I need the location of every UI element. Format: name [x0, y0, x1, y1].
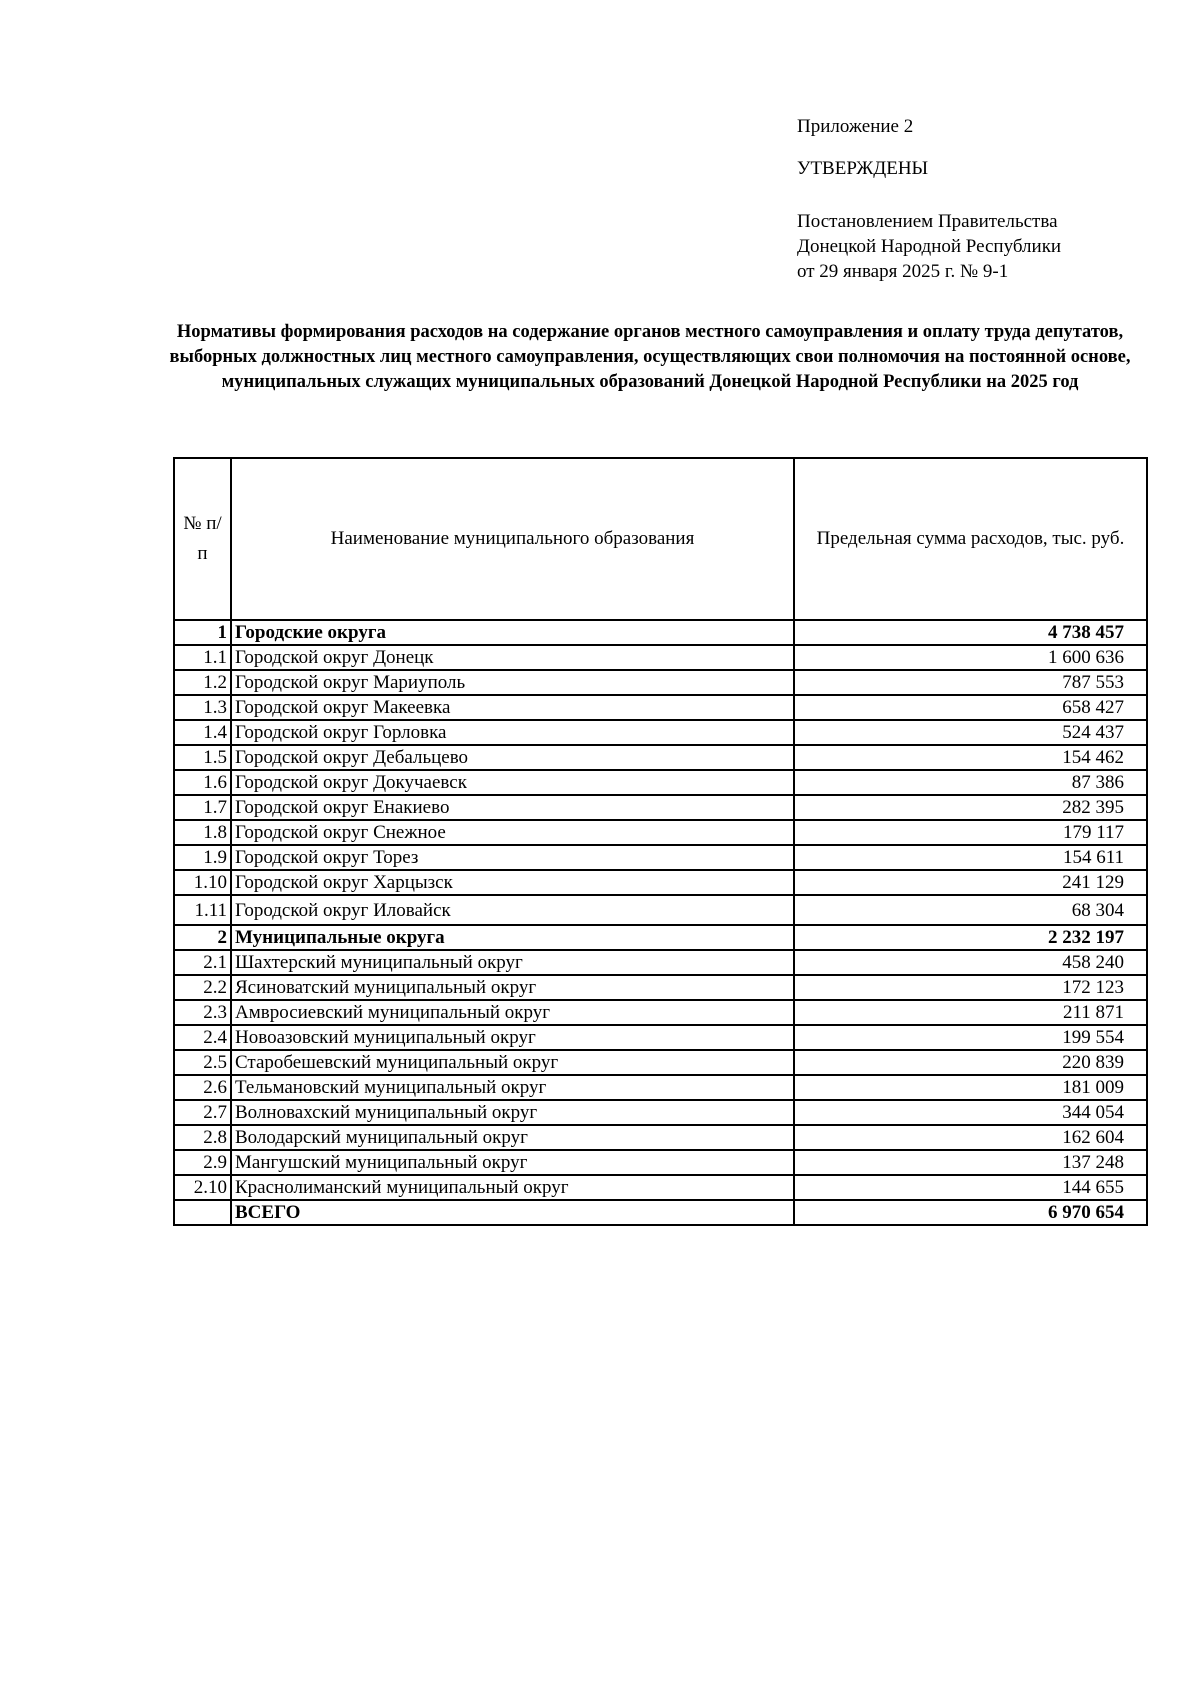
decree-line-1: Постановлением Правительства	[797, 211, 1058, 232]
table-row	[174, 695, 1147, 720]
row-sum: 87 386	[794, 770, 1147, 795]
table-body	[174, 620, 1147, 1225]
table-row	[174, 845, 1147, 870]
row-sum: 220 839	[794, 1050, 1147, 1075]
row-sum: 68 304	[794, 895, 1147, 925]
row-number: 2.1	[174, 950, 231, 975]
row-number: 1.4	[174, 720, 231, 745]
table-row	[174, 1150, 1147, 1175]
decree-line-3: от 29 января 2025 г. № 9-1	[797, 261, 1009, 282]
row-name: Ясиноватский муниципальный округ	[231, 975, 794, 1000]
table-row	[174, 1025, 1147, 1050]
row-name: Городские округа	[231, 620, 794, 645]
row-name: Городской округ Горловка	[231, 720, 794, 745]
row-name: Городской округ Снежное	[231, 820, 794, 845]
row-number: 1.5	[174, 745, 231, 770]
row-sum: 658 427	[794, 695, 1147, 720]
row-name: Городской округ Макеевка	[231, 695, 794, 720]
table-row	[174, 1050, 1147, 1075]
row-sum: 4 738 457	[794, 620, 1147, 645]
table-row	[174, 745, 1147, 770]
row-number: 2	[174, 925, 231, 950]
approval-block	[797, 114, 1061, 284]
row-sum: 211 871	[794, 1000, 1147, 1025]
row-sum: 344 054	[794, 1100, 1147, 1125]
document-title: Нормативы формирования расходов на содержание органов местного самоуправления и оплату труда депутатов, выборных должностных лиц местного самоуправления, осуществляющих свои полномочия на постоянной основе, муниципальных служащих муниципальных образований Донецкой Народной Республики на 2025 год	[169, 322, 1131, 392]
group-row	[174, 620, 1147, 645]
row-sum: 179 117	[794, 820, 1147, 845]
table-row	[174, 895, 1147, 925]
row-number: 2.6	[174, 1075, 231, 1100]
row-number: 2.8	[174, 1125, 231, 1150]
row-number: 1.7	[174, 795, 231, 820]
row-number: 1.9	[174, 845, 231, 870]
row-sum: 144 655	[794, 1175, 1147, 1200]
row-name: Городской округ Дебальцево	[231, 745, 794, 770]
row-sum: 1 600 636	[794, 645, 1147, 670]
table-row	[174, 770, 1147, 795]
group-row	[174, 925, 1147, 950]
table-row	[174, 720, 1147, 745]
table-row	[174, 1175, 1147, 1200]
total-row	[174, 1200, 1147, 1225]
row-sum: 241 129	[794, 870, 1147, 895]
row-sum: 2 232 197	[794, 925, 1147, 950]
table-row	[174, 1000, 1147, 1025]
row-sum: 282 395	[794, 795, 1147, 820]
table-row	[174, 795, 1147, 820]
row-number: 1.3	[174, 695, 231, 720]
appendix-label: Приложение 2	[797, 116, 914, 137]
row-number: 2.10	[174, 1175, 231, 1200]
row-number: 1	[174, 620, 231, 645]
row-sum: 154 611	[794, 845, 1147, 870]
row-name: Краснолиманский муниципальный округ	[231, 1175, 794, 1200]
header-name: Наименование муниципального образования	[231, 458, 794, 620]
table-row	[174, 820, 1147, 845]
row-name: ВСЕГО	[231, 1200, 794, 1225]
table-row	[174, 645, 1147, 670]
row-number: 1.8	[174, 820, 231, 845]
row-name: Городской округ Енакиево	[231, 795, 794, 820]
row-name: Городской округ Иловайск	[231, 895, 794, 925]
row-name: Амвросиевский муниципальный округ	[231, 1000, 794, 1025]
row-sum: 137 248	[794, 1150, 1147, 1175]
table-row	[174, 950, 1147, 975]
row-name: Городской округ Харцызск	[231, 870, 794, 895]
row-name: Городской округ Донецк	[231, 645, 794, 670]
row-number: 2.3	[174, 1000, 231, 1025]
row-sum: 154 462	[794, 745, 1147, 770]
approved-label: УТВЕРЖДЕНЫ	[797, 158, 929, 179]
row-sum: 458 240	[794, 950, 1147, 975]
row-number: 2.5	[174, 1050, 231, 1075]
header-sum: Предельная сумма расходов, тыс. руб.	[794, 458, 1147, 620]
table-row	[174, 670, 1147, 695]
table-row	[174, 1100, 1147, 1125]
row-name: Мангушский муниципальный округ	[231, 1150, 794, 1175]
row-sum: 787 553	[794, 670, 1147, 695]
row-name: Муниципальные округа	[231, 925, 794, 950]
table-row	[174, 870, 1147, 895]
row-number: 1.6	[174, 770, 231, 795]
row-name: Новоазовский муниципальный округ	[231, 1025, 794, 1050]
row-name: Володарский муниципальный округ	[231, 1125, 794, 1150]
row-number	[174, 1200, 231, 1225]
table-row	[174, 1075, 1147, 1100]
table-header-row	[174, 458, 1147, 620]
row-number: 2.2	[174, 975, 231, 1000]
row-sum: 162 604	[794, 1125, 1147, 1150]
row-number: 2.9	[174, 1150, 231, 1175]
row-number: 2.7	[174, 1100, 231, 1125]
norms-table	[173, 457, 1148, 1226]
row-name: Шахтерский муниципальный округ	[231, 950, 794, 975]
table-row	[174, 975, 1147, 1000]
row-name: Тельмановский муниципальный округ	[231, 1075, 794, 1100]
row-name: Городской округ Мариуполь	[231, 670, 794, 695]
row-name: Городской округ Докучаевск	[231, 770, 794, 795]
row-name: Старобешевский муниципальный округ	[231, 1050, 794, 1075]
row-sum: 172 123	[794, 975, 1147, 1000]
row-sum: 6 970 654	[794, 1200, 1147, 1225]
row-number: 1.10	[174, 870, 231, 895]
row-number: 2.4	[174, 1025, 231, 1050]
row-sum: 524 437	[794, 720, 1147, 745]
table-row	[174, 1125, 1147, 1150]
row-sum: 199 554	[794, 1025, 1147, 1050]
header-number: № п/п	[174, 458, 231, 620]
row-name: Городской округ Торез	[231, 845, 794, 870]
row-name: Волновахский муниципальный округ	[231, 1100, 794, 1125]
row-number: 1.2	[174, 670, 231, 695]
row-number: 1.11	[174, 895, 231, 925]
decree-line-2: Донецкой Народной Республики	[797, 236, 1062, 257]
row-number: 1.1	[174, 645, 231, 670]
row-sum: 181 009	[794, 1075, 1147, 1100]
